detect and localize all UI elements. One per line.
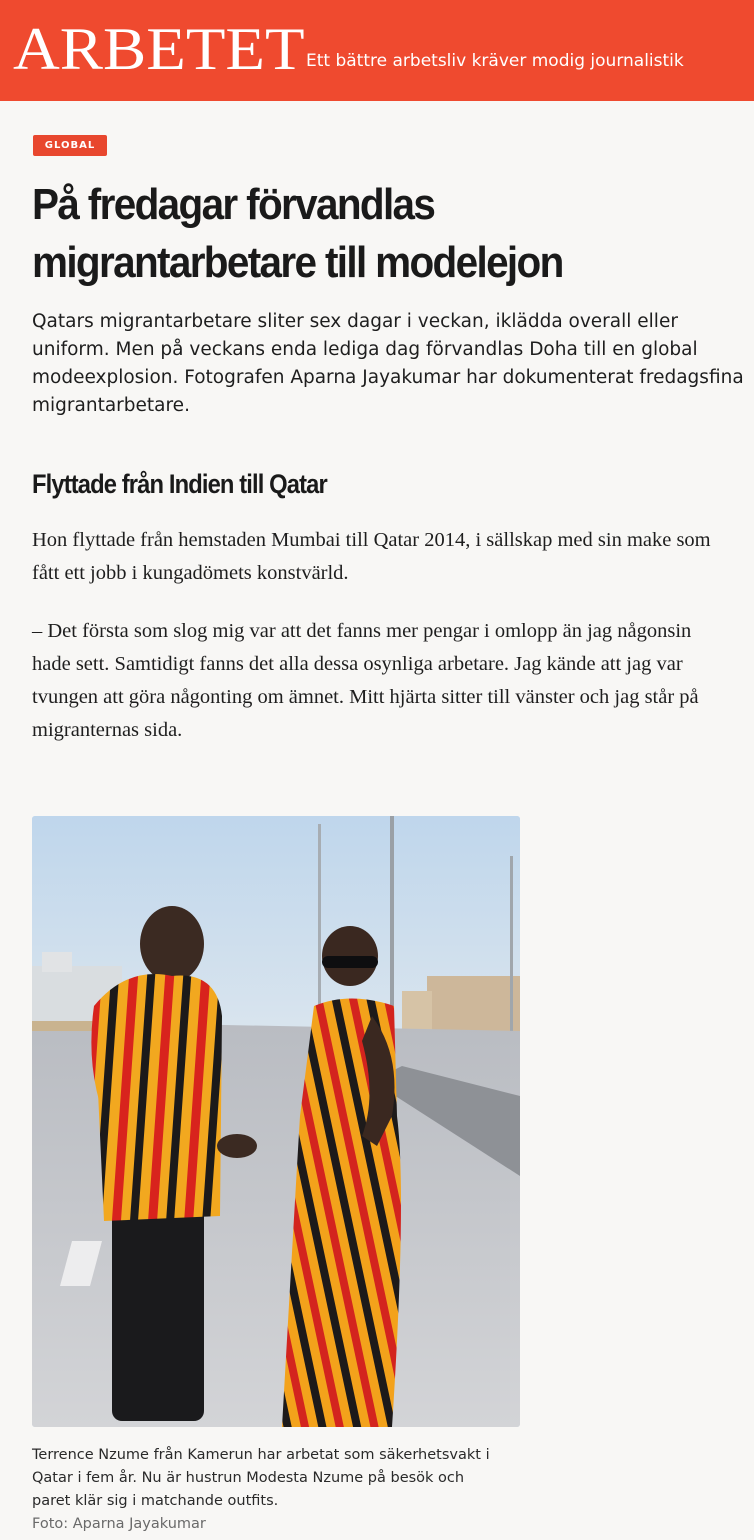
article-paragraph: – Det första som slog mig var att det fanns mer pengar i omlopp än jag någonsin hade sett. Samtidigt fanns det alla dessa osynliga arbetare. Jag kände att jag var tvungen att göra någonting om ämnet. Mitt hjärta sitter till vänster och jag står på migranternas sida.	[32, 620, 699, 741]
site-tagline: Ett bättre arbetsliv kräver modig journalistik	[306, 51, 684, 71]
photo-illustration	[32, 816, 520, 1427]
photo-credit: Foto: Aparna Jayakumar	[32, 1516, 206, 1532]
category-badge[interactable]: GLOBAL	[33, 135, 107, 156]
article-headline: På fredagar förvandlas migrantarbetare till modelejon	[32, 180, 563, 287]
site-logo[interactable]: ARBETET	[13, 16, 305, 82]
article-lede: Qatars migrantarbetare sliter sex dagar i veckan, iklädda overall eller uniform. Men på veckans enda lediga dag förvandlas Doha till en global modeexplosion. Fotografen Aparna Jayakumar har dokumenterat fredagsfina migrantarbetare.	[32, 311, 744, 416]
article-photo[interactable]	[32, 816, 520, 1427]
article-subheading: Flyttade från Indien till Qatar	[32, 469, 327, 499]
photo-caption: Terrence Nzume från Kamerun har arbetat som säkerhetsvakt i Qatar i fem år. Nu är hustrun Modesta Nzume på besök och paret klär sig i matchande outfits.	[32, 1447, 490, 1509]
article-paragraph: Hon flyttade från hemstaden Mumbai till Qatar 2014, i sällskap med sin make som fått ett jobb i kungadömets konstvärld.	[32, 529, 711, 584]
site-header	[0, 0, 754, 101]
